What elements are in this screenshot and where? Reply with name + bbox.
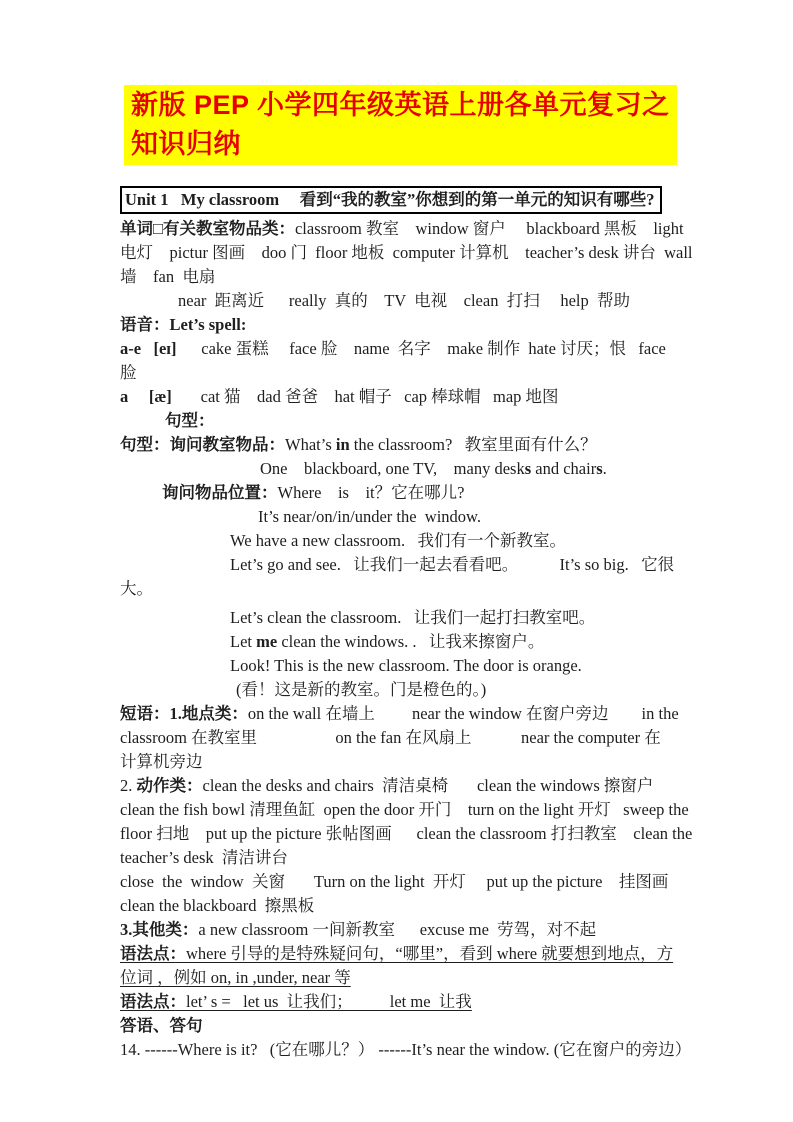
text-line (120, 678, 677, 702)
text-segment: where 引导的是特殊疑问句，“哪里”，看到 where 就要想到地点，方 (186, 944, 674, 964)
text-segment: 位词 ，例如 on, in ,under, near 等 (120, 968, 351, 988)
text-line (120, 750, 677, 774)
text-segment: clean the fish bowl 清理鱼缸 open the door 开门 turn on the light 开灯 sweep the (120, 800, 689, 820)
text-segment: 计算机旁边 (120, 752, 203, 772)
text-segment: cake 蛋糕 face 脸 name 名字 make 制作 hate 讨厌；恨 face (176, 339, 666, 359)
text-line (120, 361, 677, 385)
text-segment: classroom 教室 window 窗户 blackboard 黑板 light (294, 219, 684, 239)
text-segment: and chair (531, 459, 597, 479)
text-line (120, 529, 677, 553)
text-line (120, 630, 677, 654)
text-segment: clean the blackboard 擦黑板 (120, 896, 315, 916)
text-line (120, 385, 677, 409)
text-segment: Where is it？它在哪儿? (277, 483, 465, 503)
text-line (120, 481, 677, 505)
text-segment: a-e [eɪ] (120, 339, 177, 359)
text-line (120, 505, 677, 529)
text-segment: Let’s go and see. 让我们一起去看看吧。 It’s so big. 它很 (230, 555, 675, 575)
text-line (120, 337, 677, 361)
text-line (120, 409, 677, 433)
text-line (120, 289, 677, 313)
text-segment: Unit 1 My classroom 看到“我的教室”你想到的第一单元的知识有哪些? (125, 190, 655, 210)
text-segment: We have a new classroom. 我们有一个新教室。 (230, 531, 566, 551)
unit-heading (120, 186, 677, 214)
text-segment: in (335, 435, 350, 455)
text-segment: 单词 (120, 219, 153, 239)
document-body (120, 186, 693, 1062)
text-line (120, 942, 677, 966)
text-segment: 短语：1.地点类： (120, 704, 248, 724)
text-segment: a new classroom 一间新教室 excuse me 劳驾，对不起 (198, 920, 597, 940)
text-line (120, 217, 684, 241)
text-line (120, 457, 677, 481)
text-line (120, 894, 677, 918)
text-segment: 语法点： (120, 992, 186, 1012)
text-segment: cat 猫 dad 爸爸 hat 帽子 cap 棒球帽 map 地图 (171, 387, 559, 407)
text-segment: classroom 在教室里 on the fan 在风扇上 near the computer 在 (120, 728, 661, 748)
text-segment: clean the desks and chairs 清洁桌椅 clean the windows 擦窗户 (202, 776, 654, 796)
text-segment: a [æ] (120, 387, 172, 407)
text-line (120, 577, 677, 601)
text-segment: 动作类： (136, 776, 203, 796)
text-line (120, 918, 677, 942)
text-segment: Let (230, 632, 257, 652)
text-segment: near 距离近 really 真的 TV 电视 clean 打扫 help 帮助 (178, 291, 630, 311)
text-line (120, 702, 677, 726)
text-segment: One blackboard, one TV, many desk (260, 459, 525, 479)
text-segment: clean the windows. . 让我来擦窗户。 (277, 632, 545, 652)
text-line (120, 265, 677, 289)
text-segment: 语法点： (120, 944, 186, 964)
text-segment: 大。 (120, 579, 153, 599)
text-segment: 句型： (165, 411, 215, 431)
text-line (120, 553, 677, 577)
text-segment: me (256, 632, 278, 652)
unit-heading-box (120, 186, 662, 214)
text-segment: It’s near/on/in/under the window. (258, 507, 482, 527)
text-segment: 墙 fan 电扇 (120, 267, 216, 287)
text-segment: . (602, 459, 607, 479)
text-segment: What’s (285, 435, 336, 455)
text-line (120, 726, 677, 750)
text-line (120, 822, 693, 846)
text-line (120, 1038, 692, 1062)
text-line (120, 798, 689, 822)
text-line (120, 846, 677, 870)
text-segment: 句型：询问教室物品： (120, 435, 285, 455)
text-segment: (看！这是新的教室。门是橙色的。) (236, 680, 487, 700)
text-segment: 2. (120, 776, 137, 796)
text-segment: 脸 (120, 363, 137, 383)
text-segment: Look! This is the new classroom. The door is orange. (230, 656, 582, 676)
text-segment: Let’s clean the classroom. 让我们一起打扫教室吧。 (230, 608, 596, 628)
text-segment: 语音：Let’s spell: (120, 315, 247, 335)
text-segment: 3.其他类： (120, 920, 199, 940)
text-segment: s (596, 459, 603, 479)
text-segment: close the window 关窗 Turn on the light 开灯 put up the picture 挂图画 (120, 872, 669, 892)
text-line (120, 313, 677, 337)
text-segment: s (524, 459, 532, 479)
text-segment: 询问物品位置： (162, 483, 278, 503)
text-line (120, 870, 677, 894)
text-segment: 有关教室物品类： (162, 219, 295, 239)
text-segment: let’ s = let us 让我们； let me 让我 (186, 992, 472, 1012)
text-line (120, 1014, 677, 1038)
text-line (120, 990, 677, 1014)
text-segment: floor 扫地 put up the picture 张帖图画 clean the classroom 打扫教室 clean the (120, 824, 693, 844)
text-line (120, 241, 693, 265)
text-line (120, 433, 677, 457)
text-segment: teacher’s desk 清洁讲台 (120, 848, 288, 868)
page-title-wrap (124, 85, 677, 165)
text-line (120, 966, 677, 990)
text-segment: □ (153, 219, 163, 239)
text-segment: 电灯 pictur 图画 doo 门 floor 地板 computer 计算机 teacher’s desk 讲台 wall (120, 243, 693, 263)
text-segment: 答语、答句 (120, 1016, 203, 1036)
text-line (120, 774, 677, 798)
text-segment: the classroom? 教室里面有什么？ (349, 435, 597, 455)
text-line (120, 654, 677, 678)
page-title: 新版 PEP 小学四年级英语上册各单元复习之知识归纳 (124, 85, 677, 165)
text-line (120, 606, 677, 630)
text-segment: 14. ------Where is it? (它在哪儿？） ------It’s near the window. (它在窗户的旁边） (120, 1040, 692, 1060)
text-segment: on the wall 在墙上 near the window 在窗户旁边 in the (247, 704, 679, 724)
